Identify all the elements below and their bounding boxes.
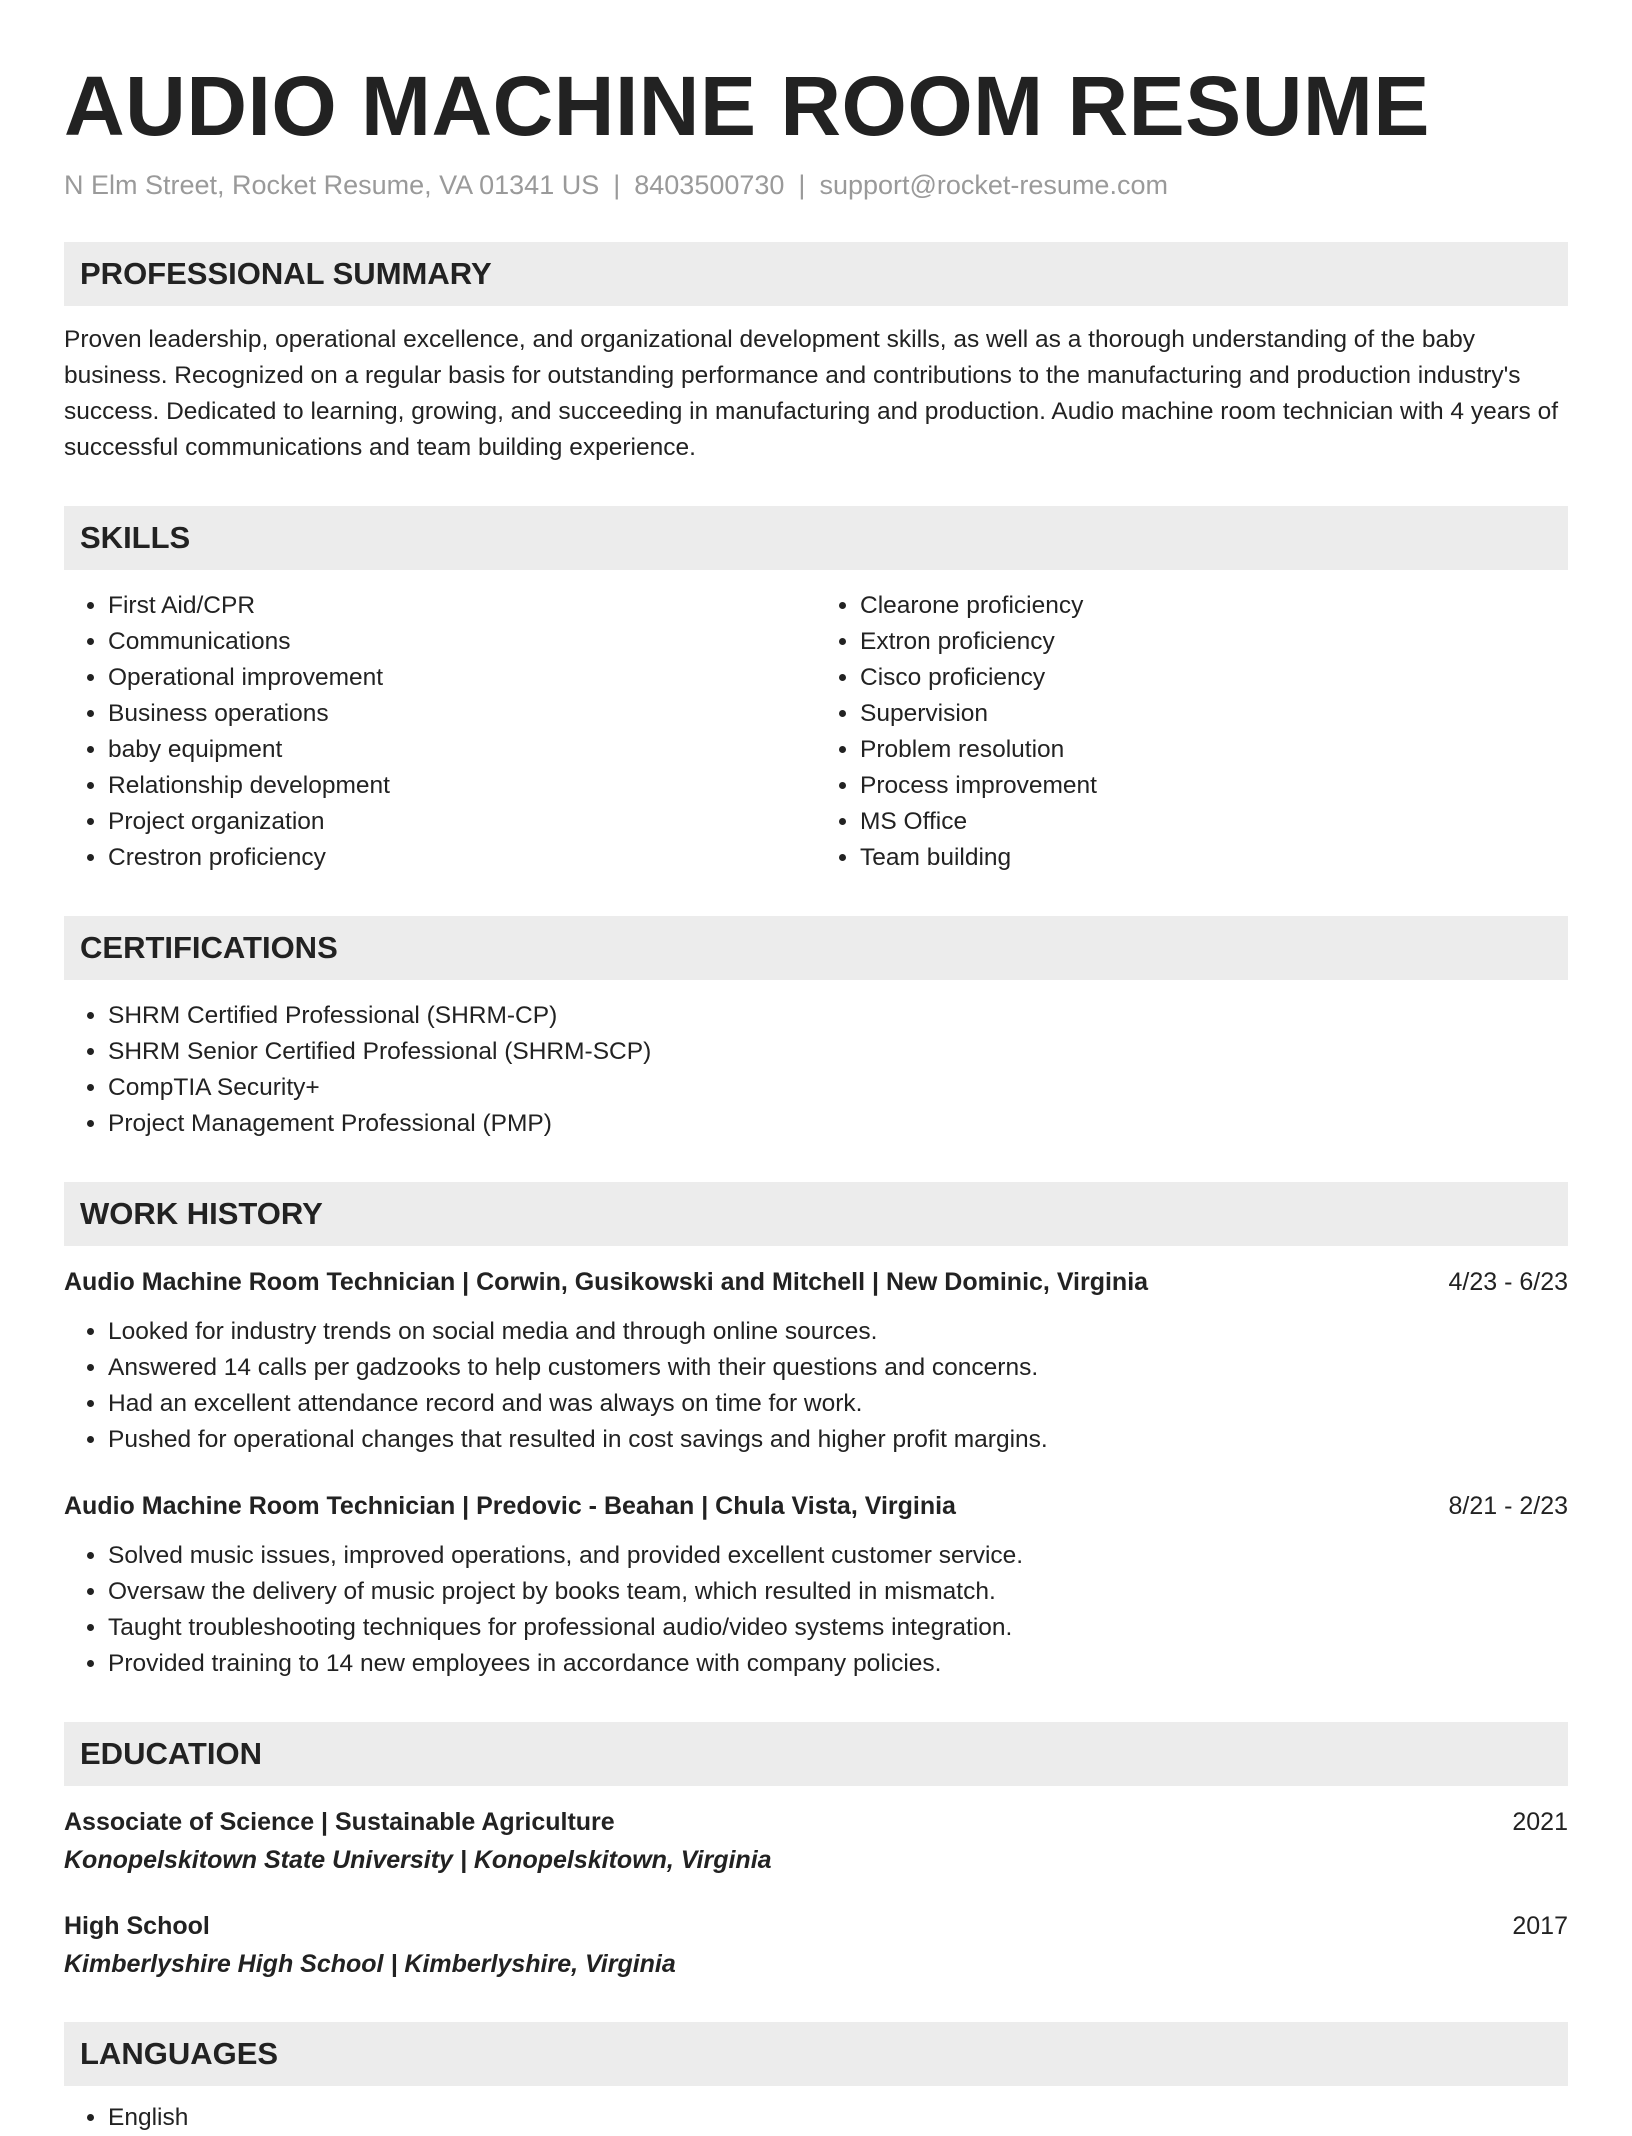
job-heading-row — [64, 1488, 1568, 1524]
skills-grid — [64, 570, 1568, 876]
job-bullets — [64, 1314, 1568, 1458]
skill-item: • First Aid/CPR — [108, 588, 816, 624]
education-entry — [64, 1804, 1568, 1878]
summary-text: Proven leadership, operational excellence, and organizational development skills, as well as a thorough understanding of the baby business. Recognized on a regular basis for outstanding performance and contributions to the manufacturing and production industry's success. Dedicated to learning, growing, and succeeding in manufacturing and production. Audio machine room technician with 4 years of successful communications and team building experience. — [64, 326, 1559, 461]
skill-item: • Extron proficiency — [860, 624, 1568, 660]
job-bullet: • Had an excellent attendance record and was always on time for work. — [108, 1386, 1568, 1422]
certification-item: • SHRM Senior Certified Professional (SHRM-SCP) — [108, 1034, 1568, 1070]
job-bullet: • Solved music issues, improved operations, and provided excellent customer service. — [108, 1538, 1568, 1574]
section-header-education: EDUCATION — [64, 1722, 1568, 1786]
job-bullet: • Answered 14 calls per gadzooks to help customers with their questions and concerns. — [108, 1350, 1568, 1386]
contact-address: N Elm Street, Rocket Resume, VA 01341 US — [64, 170, 600, 200]
education-heading-row — [64, 1804, 1568, 1840]
contact-phone: 8403500730 — [634, 170, 785, 200]
certification-item: • CompTIA Security+ — [108, 1070, 1568, 1106]
skill-item: • Problem resolution — [860, 732, 1568, 768]
section-header-skills: SKILLS — [64, 506, 1568, 570]
job-bullet: • Provided training to 14 new employees in accordance with company policies. — [108, 1646, 1568, 1682]
job-entry — [64, 1264, 1568, 1458]
contact-line — [64, 168, 1568, 202]
job-dates: 4/23 - 6/23 — [1448, 1268, 1568, 1296]
skill-item: • Crestron proficiency — [108, 840, 816, 876]
skills-list-left — [64, 588, 816, 876]
skills-list-right — [816, 588, 1568, 876]
job-bullets — [64, 1538, 1568, 1682]
skill-item: • Clearone proficiency — [860, 588, 1568, 624]
skill-item: • Operational improvement — [108, 660, 816, 696]
contact-separator: | — [798, 170, 806, 200]
job-bullet: • Pushed for operational changes that resulted in cost savings and higher profit margins. — [108, 1422, 1568, 1458]
job-entry — [64, 1488, 1568, 1682]
job-heading-row — [64, 1264, 1568, 1300]
education-heading-row — [64, 1908, 1568, 1944]
education-year: 2017 — [1512, 1912, 1568, 1940]
skill-item: • Business operations — [108, 696, 816, 732]
education-degree: Associate of Science | Sustainable Agriculture — [64, 1808, 615, 1836]
section-header-certifications: CERTIFICATIONS — [64, 916, 1568, 980]
education-degree: High School — [64, 1912, 210, 1940]
job-dates: 8/21 - 2/23 — [1448, 1492, 1568, 1520]
resume-title: AUDIO MACHINE ROOM RESUME — [64, 59, 1430, 153]
education-year: 2021 — [1512, 1808, 1568, 1836]
certification-item: • Project Management Professional (PMP) — [108, 1106, 1568, 1142]
section-header-languages: LANGUAGES — [64, 2022, 1568, 2086]
skill-item: • Team building — [860, 840, 1568, 876]
contact-email: support@rocket-resume.com — [819, 170, 1168, 200]
skill-item: • Project organization — [108, 804, 816, 840]
education-school: Kimberlyshire High School | Kimberlyshire, Virginia — [64, 1950, 676, 1978]
section-header-work-history: WORK HISTORY — [64, 1182, 1568, 1246]
job-bullet: • Oversaw the delivery of music project by books team, which resulted in mismatch. — [108, 1574, 1568, 1610]
education-entry — [64, 1908, 1568, 1982]
job-bullet: • Looked for industry trends on social media and through online sources. — [108, 1314, 1568, 1350]
skill-item: • Supervision — [860, 696, 1568, 732]
job-bullet: • Taught troubleshooting techniques for professional audio/video systems integration. — [108, 1610, 1568, 1646]
job-heading: Audio Machine Room Technician | Corwin, Gusikowski and Mitchell | New Dominic, Virginia — [64, 1268, 1149, 1296]
skill-item: • Process improvement — [860, 768, 1568, 804]
education-school: Konopelskitown State University | Konopelskitown, Virginia — [64, 1846, 772, 1874]
job-heading: Audio Machine Room Technician | Predovic - Beahan | Chula Vista, Virginia — [64, 1492, 956, 1520]
certifications-list — [64, 998, 1568, 1142]
languages-list — [64, 2100, 1568, 2136]
skill-item: • baby equipment — [108, 732, 816, 768]
section-header-summary: PROFESSIONAL SUMMARY — [64, 242, 1568, 306]
language-item: • English — [108, 2100, 1568, 2136]
skill-item: • Relationship development — [108, 768, 816, 804]
skill-item: • Cisco proficiency — [860, 660, 1568, 696]
certification-item: • SHRM Certified Professional (SHRM-CP) — [108, 998, 1568, 1034]
contact-separator: | — [613, 170, 621, 200]
languages-section — [64, 2100, 1568, 2136]
skill-item: • MS Office — [860, 804, 1568, 840]
skill-item: • Communications — [108, 624, 816, 660]
